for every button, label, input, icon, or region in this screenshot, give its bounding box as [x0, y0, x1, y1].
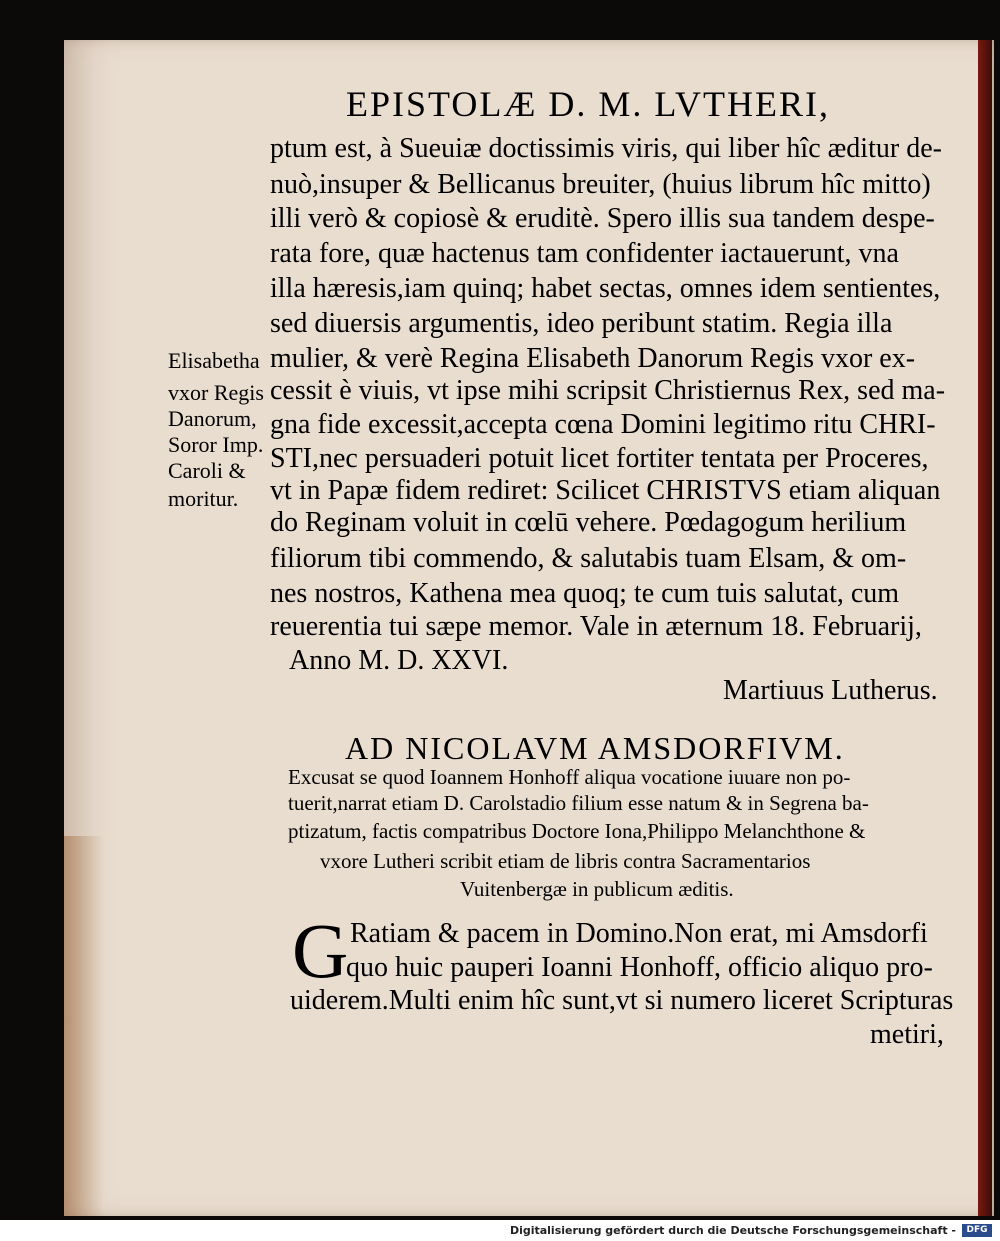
catchword: metiri,	[870, 1019, 944, 1050]
marginal-gloss-line: Danorum,	[168, 406, 257, 431]
letter-heading: AD NICOLAVM AMSDORFIVM.	[345, 730, 845, 766]
body-line: ptum est, à Sueuiæ doctissimis viris, qui liber hîc æditur de-	[270, 133, 942, 164]
footer-credit: Digitalisierung gefördert durch die Deutsche Forschungsgemeinschaft -	[509, 1224, 956, 1237]
signature: Martiuus Lutherus.	[723, 675, 938, 706]
page-edge	[978, 40, 992, 1216]
body-line: filiorum tibi commendo, & salutabis tuam Elsam, & om-	[270, 543, 907, 574]
drop-cap: G	[292, 907, 349, 994]
body-line: reuerentia tui sæpe memor. Vale in æternum 18. Februarij,	[270, 611, 922, 642]
summary-line: ptizatum, factis compatribus Doctore Iona,Philippo Melanchthone &	[288, 819, 866, 843]
body-line: gna fide excessit,accepta cœna Domini legitimo ritu CHRI-	[270, 409, 936, 440]
running-head: EPISTOLÆ D. M. LVTHERI,	[346, 84, 831, 124]
body-line: cessit è viuis, vt ipse mihi scripsit Christiernus Rex, sed ma-	[270, 375, 946, 406]
body-line: Anno M. D. XXVI.	[289, 645, 509, 676]
body-line: mulier, & verè Regina Elisabeth Danorum Regis vxor ex-	[270, 343, 916, 374]
letter-line: quo huic pauperi Ioanni Honhoff, officio aliquo pro-	[346, 952, 933, 983]
body-line: sed diuersis argumentis, ideo peribunt statim. Regia illa	[270, 308, 893, 339]
summary-line: vxore Lutheri scribit etiam de libris contra Sacramentarios	[320, 849, 811, 873]
marginal-gloss-line: moritur.	[168, 486, 239, 511]
dfg-logo: DFG	[962, 1224, 992, 1237]
body-line: illi verò & copiosè & eruditè. Spero illis sua tandem despe-	[270, 203, 935, 234]
summary-line: Excusat se quod Ioannem Honhoff aliqua vocatione iuuare non po-	[288, 765, 851, 789]
letter-line: uiderem.Multi enim hîc sunt,vt si numero liceret Scripturas	[290, 985, 954, 1016]
marginal-gloss-line: vxor Regis	[168, 380, 264, 405]
body-line: rata fore, quæ hactenus tam confidenter iactauerunt, vna	[270, 238, 899, 269]
body-line: illa hæresis,iam quinq; habet sectas, omnes idem sentientes,	[270, 273, 941, 304]
marginal-gloss-line: Soror Imp.	[168, 432, 264, 457]
letter-line: Ratiam & pacem in Domino.Non erat, mi Amsdorfi	[350, 918, 928, 949]
body-line: nes nostros, Kathena mea quoq; te cum tuis salutat, cum	[270, 578, 900, 609]
body-line: vt in Papæ fidem rediret: Scilicet CHRISTVS etiam aliquan	[270, 475, 941, 506]
marginal-gloss-line: Elisabetha	[168, 348, 260, 373]
body-line: do Reginam voluit in cœlū vehere. Pœdagogum herilium	[270, 507, 907, 538]
summary-line: tuerit,narrat etiam D. Carolstadio filium esse natum & in Segrena ba-	[288, 791, 869, 815]
marginal-gloss-line: Caroli &	[168, 458, 246, 483]
body-line: nuò,insuper & Bellicanus breuiter, (huius librum hîc mitto)	[270, 169, 931, 200]
summary-line: Vuitenbergæ in publicum æditis.	[460, 877, 734, 901]
body-line: STI,nec persuaderi potuit licet fortiter tentata per Proceres,	[270, 443, 929, 474]
